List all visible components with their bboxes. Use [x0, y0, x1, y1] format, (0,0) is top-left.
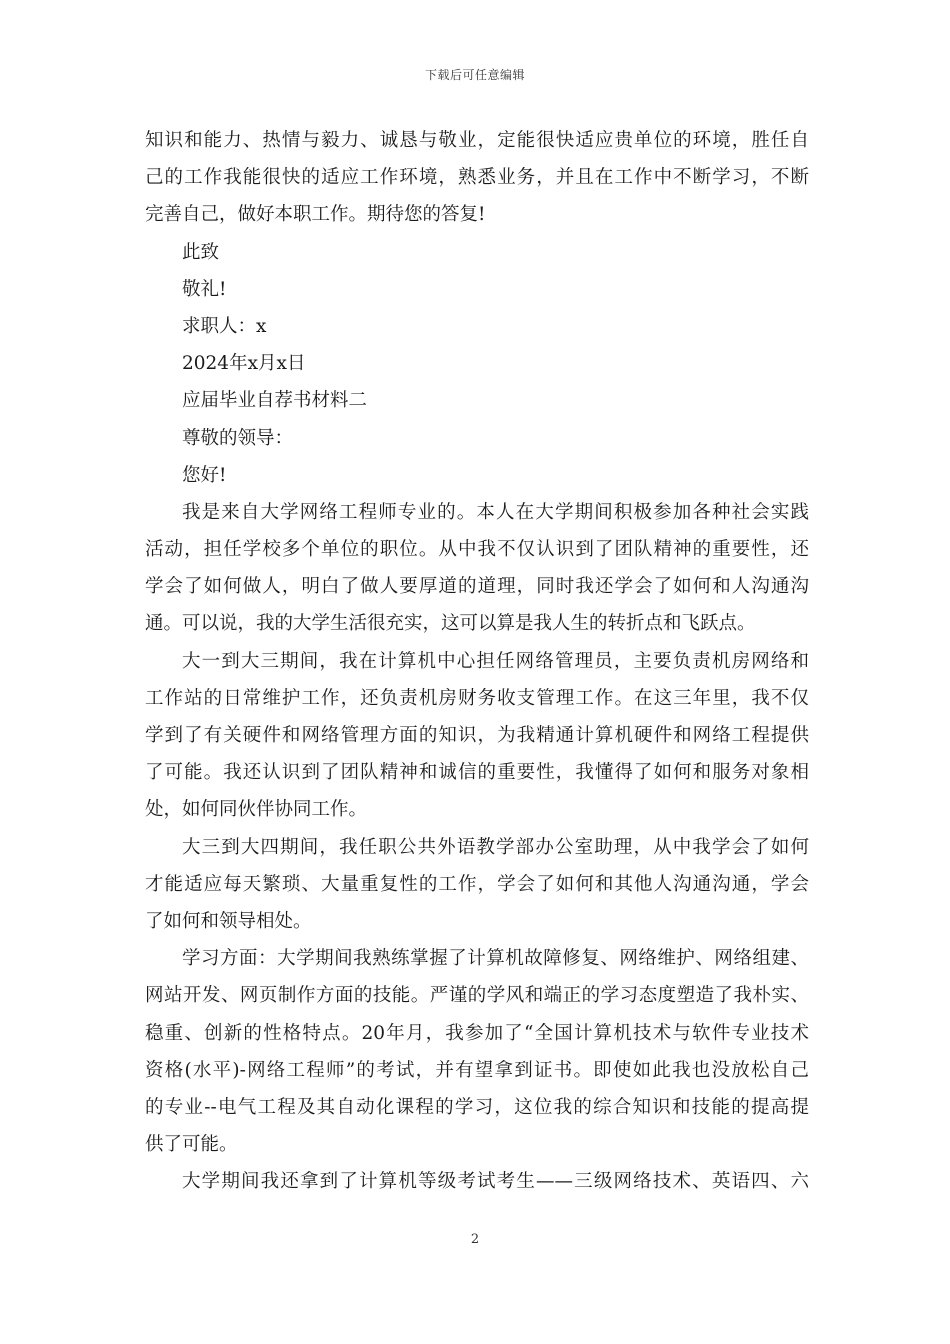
text-line: 工作站的日常维护工作，还负责机房财务收支管理工作。在这三年里，我不仅 — [145, 687, 809, 709]
text-line: 大学期间我还拿到了计算机等级考试考生——三级网络技术、英语四、六 — [182, 1171, 809, 1193]
text-line: 应届毕业自荐书材料二 — [182, 390, 368, 412]
text-line: 知识和能力、热情与毅力、诚恳与敬业，定能很快适应贵单位的环境，胜任自 — [145, 130, 809, 151]
text-line: 才能适应每天繁琐、大量重复性的工作，学会了如何和其他人沟通沟通，学会 — [145, 873, 809, 895]
text-line: 尊敬的领导： — [182, 427, 294, 449]
text-line: 通。可以说，我的大学生活很充实，这可以算是我人生的转折点和飞跃点。 — [145, 613, 756, 635]
text-line: 求职人：x — [182, 315, 267, 337]
text-line: 敬礼! — [182, 278, 227, 300]
text-line: 资格(水平)-网络工程师”的考试，并有望拿到证书。即使如此我也没放松自己 — [145, 1059, 809, 1081]
text-line: 大三到大四期间，我任职公共外语教学部办公室助理，从中我学会了如何 — [182, 836, 809, 858]
text-line: 此致 — [182, 241, 220, 263]
page-number: 2 — [470, 1232, 480, 1247]
text-line: 学习方面：大学期间我熟练掌握了计算机故障修复、网络维护、网络组建、 — [182, 948, 809, 970]
document-body — [145, 122, 809, 1200]
text-line: 学会了如何做人，明白了做人要厚道的道理，同时我还学会了如何和人沟通沟 — [145, 576, 809, 598]
text-line: 2024年x月x日 — [182, 353, 306, 375]
text-line: 了可能。我还认识到了团队精神和诚信的重要性，我懂得了如何和服务对象相 — [145, 762, 809, 784]
text-line: 学到了有关硬件和网络管理方面的知识，为我精通计算机硬件和网络工程提供 — [145, 725, 809, 746]
text-line: 了如何和领导相处。 — [145, 910, 312, 932]
page-header: 下载后可任意编辑 — [424, 68, 525, 82]
text-line: 处，如何同伙伴协同工作。 — [145, 799, 368, 821]
text-line: 您好! — [182, 464, 227, 486]
text-line: 大一到大三期间，我在计算机中心担任网络管理员，主要负责机房网络和 — [182, 650, 809, 672]
text-line: 供了可能。 — [145, 1134, 238, 1156]
text-line: 完善自己，做好本职工作。期待您的答复! — [145, 204, 486, 226]
text-line: 活动，担任学校多个单位的职位。从中我不仅认识到了团队精神的重要性，还 — [145, 539, 809, 561]
text-line: 稳重、创新的性格特点。20年月，我参加了“全国计算机技术与软件专业技术 — [145, 1022, 809, 1044]
text-line: 网站开发、网页制作方面的技能。严谨的学风和端正的学习态度塑造了我朴实、 — [145, 985, 809, 1007]
text-line: 己的工作我能很快的适应工作环境，熟悉业务，并且在工作中不断学习，不断 — [145, 167, 809, 189]
text-line: 的专业--电气工程及其自动化课程的学习，这位我的综合知识和技能的提高提 — [145, 1096, 809, 1118]
text-line: 我是来自大学网络工程师专业的。本人在大学期间积极参加各种社会实践 — [182, 501, 809, 523]
